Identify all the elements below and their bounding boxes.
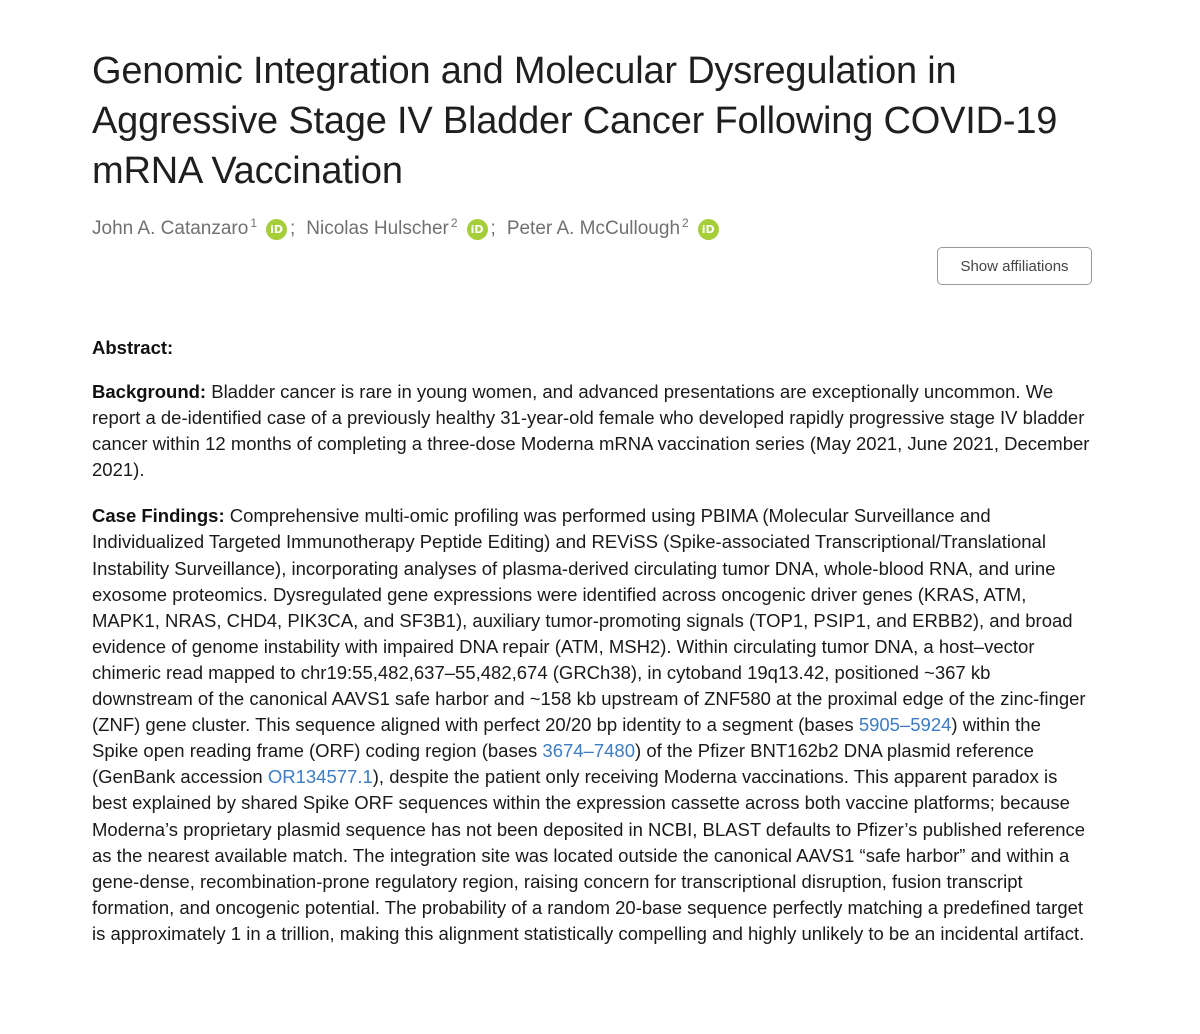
genbank-accession-link[interactable]: OR134577.1	[267, 766, 373, 788]
show-affiliations-button[interactable]: Show affiliations	[937, 247, 1092, 285]
author-name[interactable]: John A. Catanzaro	[92, 218, 249, 239]
abstract-case-findings	[92, 503, 1092, 947]
background-label: Background:	[92, 381, 207, 402]
article-page	[92, 46, 1092, 947]
author-1[interactable]	[92, 218, 287, 240]
author-name[interactable]: Peter A. McCullough	[506, 218, 681, 239]
author-name[interactable]: Nicolas Hulscher	[306, 218, 449, 239]
case-findings-label: Case Findings:	[92, 505, 225, 527]
orcid-icon[interactable]: iD	[467, 219, 488, 240]
background-text: Bladder cancer is rare in young women, and advanced presentations are exceptionally uncommon. We report a de-identified case of a previously healthy 31-year-old female who developed rapidly progressive stage IV bladder cancer within 12 months of completing a three-dose Moderna mRNA vaccination series (May 2021, June 2021, December 2021).	[92, 381, 1090, 481]
affiliation-number: 2	[450, 216, 458, 230]
abstract-background	[92, 379, 1092, 483]
author-separator: ;	[490, 218, 496, 239]
abstract-heading: Abstract:	[92, 337, 174, 358]
orcid-icon[interactable]: iD	[698, 219, 719, 240]
affiliations-row	[92, 247, 1092, 285]
findings-text: Comprehensive multi-omic profiling was performed using PBIMA (Molecular Surveillance and Individualized Targeted Immunotherapy Peptide Editing) and REViSS (Spike-associated Transcriptional/Translational Instability Surveillance), incorporating analyses of plasma-derived circulating tumor DNA, whole-blood RNA, and urine exosome proteomics. Dysregulated gene expressions were identified across oncogenic driver genes (KRAS, ATM, MAPK1, NRAS, CHD4, PIK3CA, and SF3B1), auxiliary tumor-promoting signals (TOP1, PSIP1, and ERBB2), and broad evidence of genome instability with impaired DNA repair (ATM, MSH2). Within circulating tumor DNA, a host–vector chimeric read mapped to chr19:55,482,637–55,482,674 (GRCh38), in cytoband 19q13.42, positioned ~367 kb downstream of the canonical AAVS1 safe harbor and ~158 kb upstream of ZNF580 at the proximal edge of the zinc-finger (ZNF) gene cluster. This sequence aligned with perfect 20/20 bp identity to a segment (bases	[92, 505, 1086, 736]
author-list	[92, 214, 1092, 244]
affiliation-number: 2	[682, 216, 689, 230]
affiliation-number: 1	[250, 216, 258, 230]
article-title: Genomic Integration and Molecular Dysregulation in Aggressive Stage IV Bladder Cancer Following COVID-19 mRNA Vaccination	[92, 50, 1058, 192]
findings-text: ) of the Pfizer BNT162b2 DNA plasmid reference (GenBank accession	[92, 740, 1034, 788]
author-separator: ;	[290, 218, 296, 239]
orcid-icon[interactable]: iD	[266, 219, 287, 240]
region-link[interactable]: 3674–7480	[542, 740, 636, 762]
bases-link[interactable]: 5905–5924	[858, 714, 952, 736]
findings-text: ) within the Spike open reading frame (ORF) coding region (bases	[92, 714, 1041, 762]
findings-text: ), despite the patient only receiving Moderna vaccinations. This apparent paradox is best explained by shared Spike ORF sequences within the expression cassette across both vaccine platforms; because Moderna’s proprietary plasmid sequence has not been deposited in NCBI, BLAST defaults to Pfizer’s published reference as the nearest available match. The integration site was located outside the canonical AAVS1 “safe harbor” and within a gene-dense, recombination-prone regulatory region, raising concern for transcriptional disruption, fusion transcript formation, and oncogenic potential. The probability of a random 20-base sequence perfectly matching a predefined target is approximately 1 in a trillion, making this alignment statistically compelling and highly unlikely to be an incidental artifact.	[92, 766, 1086, 944]
author-2[interactable]	[306, 218, 487, 240]
author-3[interactable]	[507, 218, 719, 240]
